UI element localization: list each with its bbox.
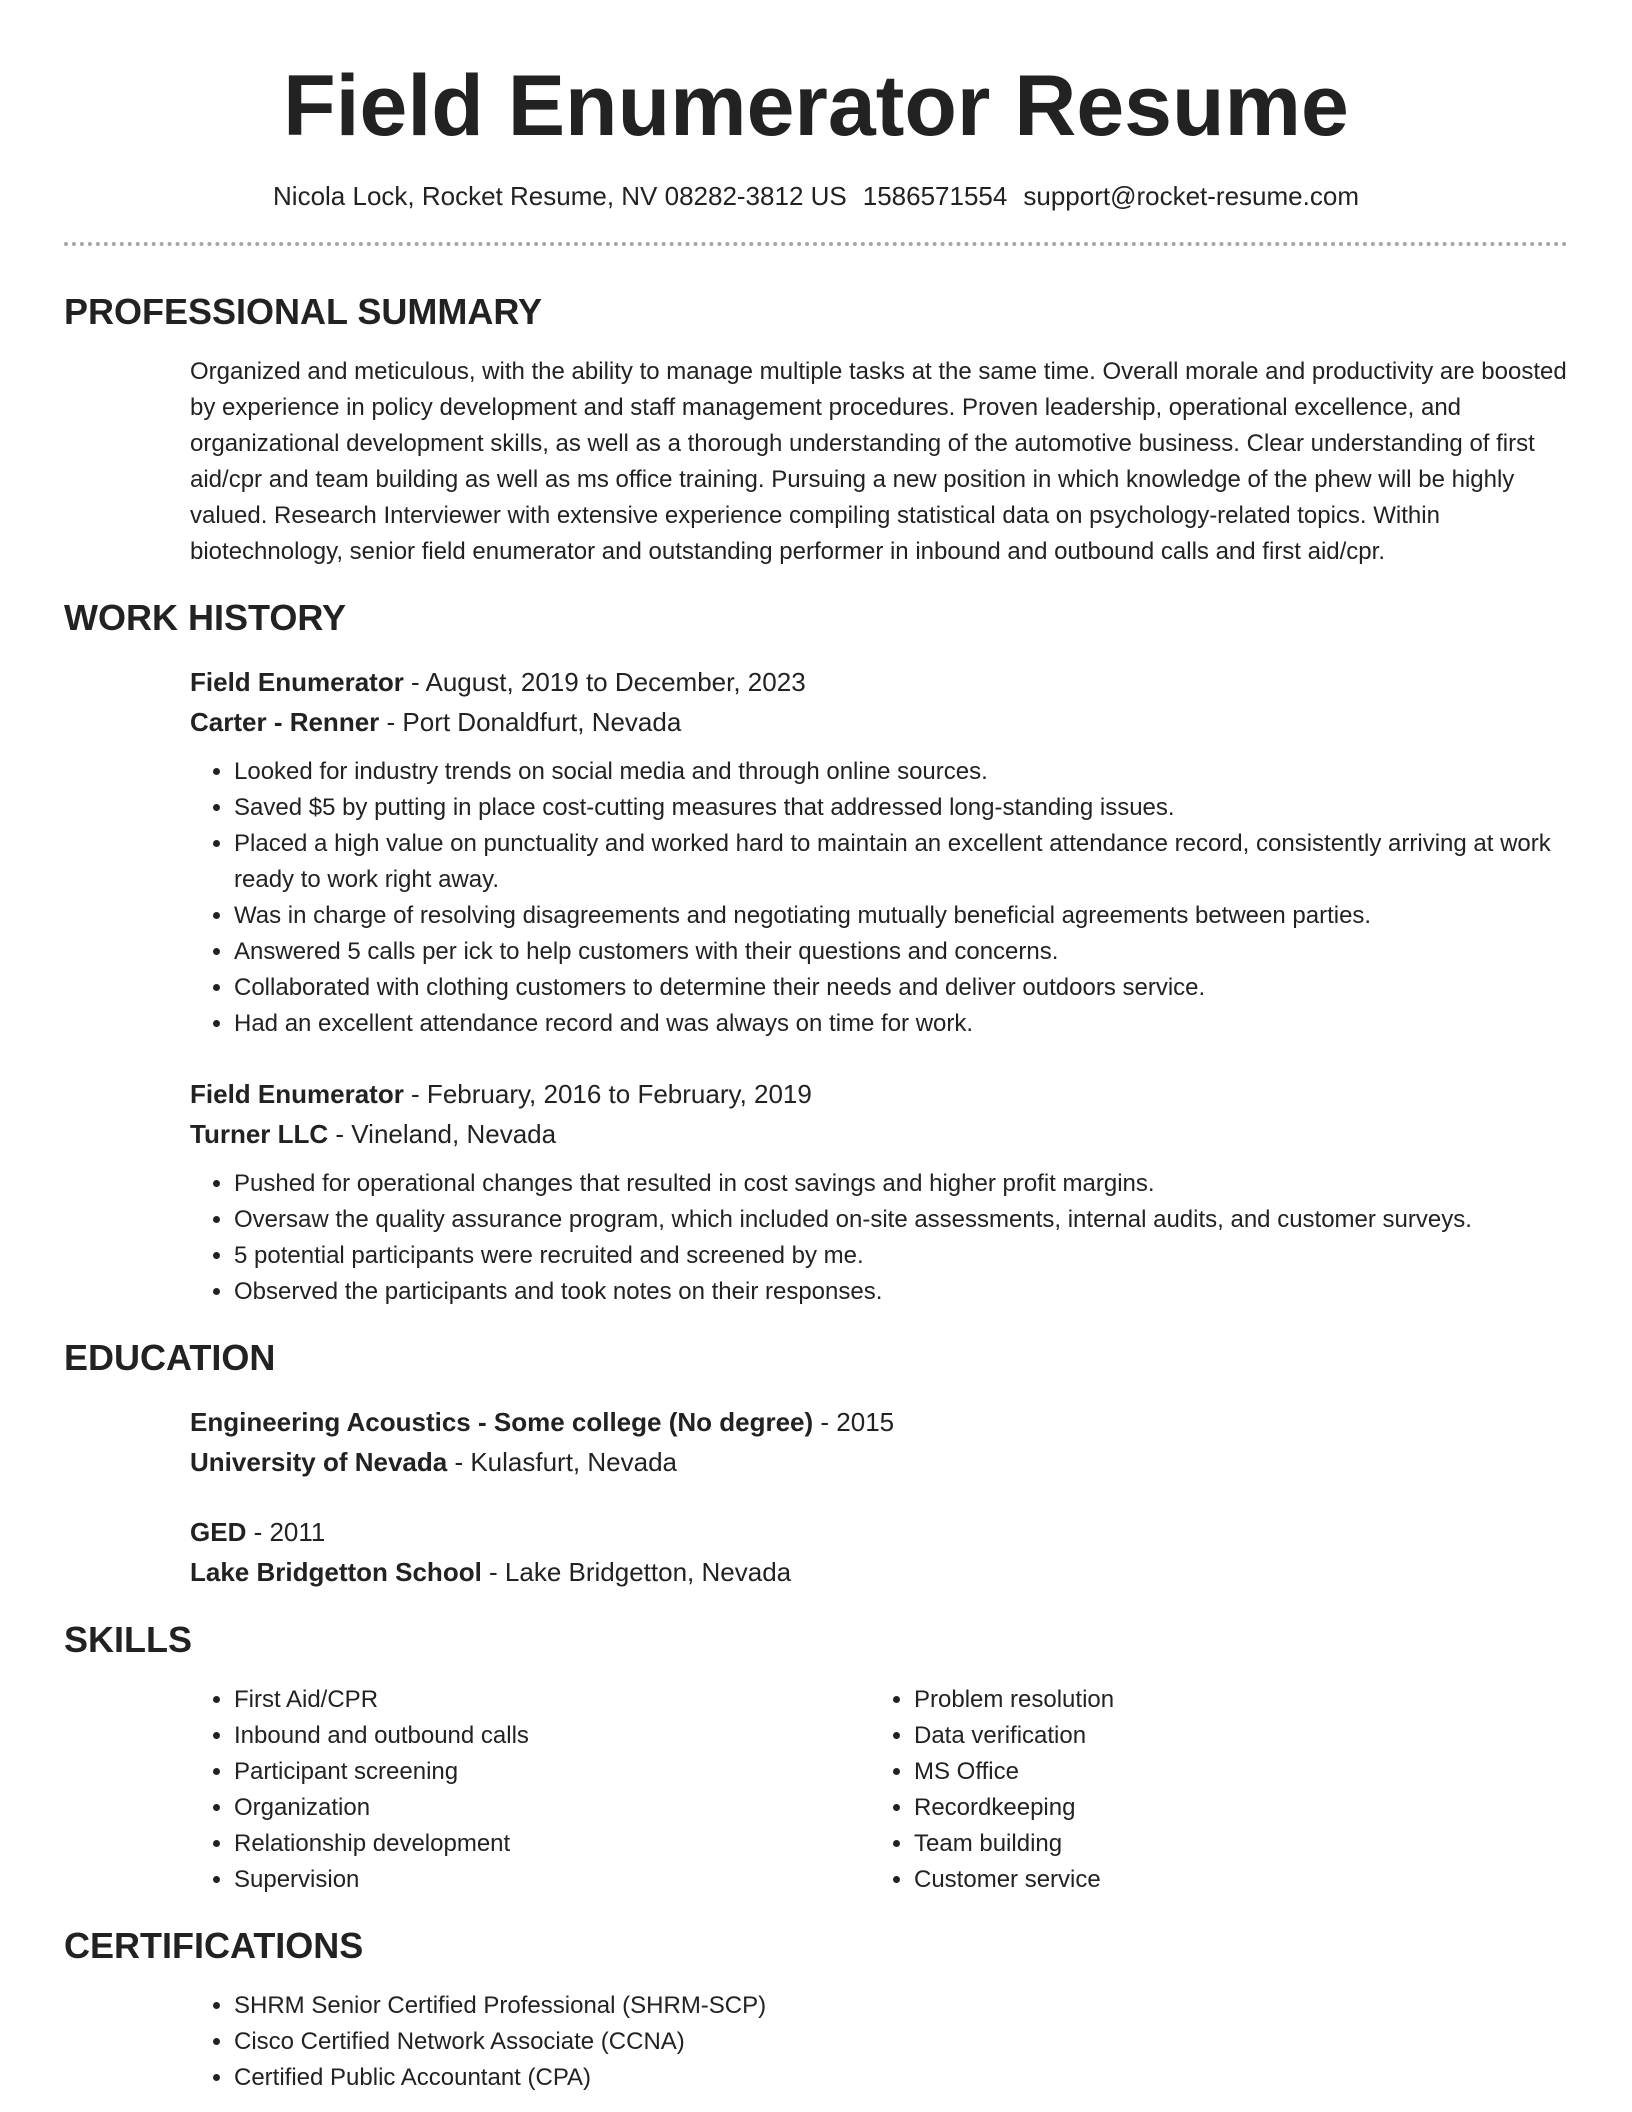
job-title-line [190, 662, 1568, 702]
skill-item: • Team building [914, 1826, 1550, 1862]
job-bullet: • Placed a high value on punctuality and worked hard to maintain an excellent attendance record, consistently arriving at work ready to work right away. [234, 826, 1568, 898]
contact-address: Nicola Lock, Rocket Resume, NV 08282-3812 US [273, 181, 847, 211]
job-location: - Vineland, Nevada [328, 1119, 557, 1149]
job-bullet: • Pushed for operational changes that resulted in cost savings and higher profit margins. [234, 1166, 1568, 1202]
skill-item: • Customer service [914, 1862, 1550, 1898]
contact-line [64, 180, 1568, 212]
job-location: - Port Donaldfurt, Nevada [379, 707, 682, 737]
certification-item: • SHRM Senior Certified Professional (SHRM-SCP) [234, 1988, 1568, 2024]
job-bullet: • Was in charge of resolving disagreements and negotiating mutually beneficial agreements between parties. [234, 898, 1568, 934]
skill-item: • First Aid/CPR [234, 1682, 870, 1718]
skill-item: • Participant screening [234, 1754, 870, 1790]
skill-item: • Relationship development [234, 1826, 870, 1862]
work-history-section [64, 596, 1568, 1310]
school: Lake Bridgetton School [190, 1557, 482, 1587]
skill-item: • Inbound and outbound calls [234, 1718, 870, 1754]
skill-item: • MS Office [914, 1754, 1550, 1790]
degree-line [190, 1512, 1568, 1552]
certifications-block [190, 1988, 1568, 2096]
job-title: Field Enumerator [190, 1079, 404, 1109]
skills-list-right [870, 1682, 1550, 1898]
job-dates: - August, 2019 to December, 2023 [403, 667, 806, 697]
job-bullet: • Observed the participants and took notes on their responses. [234, 1274, 1568, 1310]
job-bullet: • 5 potential participants were recruited and screened by me. [234, 1238, 1568, 1274]
education-heading: EDUCATION [64, 1337, 276, 1378]
job-company-line [190, 1114, 1568, 1154]
education-section [64, 1336, 1568, 1592]
skill-item: • Problem resolution [914, 1682, 1550, 1718]
job-bullet: • Had an excellent attendance record and was always on time for work. [234, 1006, 1568, 1042]
header-divider [64, 242, 1568, 246]
school: University of Nevada [190, 1447, 448, 1477]
certifications-heading: CERTIFICATIONS [64, 1925, 364, 1966]
job-entry [190, 1074, 1568, 1310]
resume-title: Field Enumerator Resume [283, 58, 1349, 154]
job-dates: - February, 2016 to February, 2019 [403, 1079, 812, 1109]
skill-item: • Data verification [914, 1718, 1550, 1754]
summary-section [64, 290, 1568, 570]
job-bullet: • Saved $5 by putting in place cost-cutting measures that addressed long-standing issues. [234, 790, 1568, 826]
skill-item: • Organization [234, 1790, 870, 1826]
contact-phone: 1586571554 [862, 181, 1008, 211]
skills-section [64, 1618, 1568, 1898]
job-bullet: • Answered 5 calls per ick to help customers with their questions and concerns. [234, 934, 1568, 970]
certification-item: • Certified Public Accountant (CPA) [234, 2060, 1568, 2096]
job-bullets [190, 754, 1568, 1042]
certification-item: • Cisco Certified Network Associate (CCNA) [234, 2024, 1568, 2060]
job-bullet: • Looked for industry trends on social media and through online sources. [234, 754, 1568, 790]
skill-item: • Recordkeeping [914, 1790, 1550, 1826]
education-entry [190, 1402, 1568, 1482]
school-location: - Lake Bridgetton, Nevada [481, 1557, 792, 1587]
job-title-line [190, 1074, 1568, 1114]
job-company: Turner LLC [190, 1119, 329, 1149]
contact-email: support@rocket-resume.com [1023, 181, 1359, 211]
skills-list-left [190, 1682, 870, 1898]
job-bullet: • Collaborated with clothing customers to determine their needs and deliver outdoors service. [234, 970, 1568, 1006]
degree-year: - 2011 [246, 1517, 326, 1547]
job-bullets [190, 1166, 1568, 1310]
job-title: Field Enumerator [190, 667, 404, 697]
job-bullet: • Oversaw the quality assurance program, which included on-site assessments, internal audits, and customer surveys. [234, 1202, 1568, 1238]
degree-line [190, 1402, 1568, 1442]
certifications-section [64, 1924, 1568, 2096]
degree: Engineering Acoustics - Some college (No degree) [190, 1407, 814, 1437]
education-entry [190, 1512, 1568, 1592]
skill-item: • Supervision [234, 1862, 870, 1898]
job-company: Carter - Renner [190, 707, 380, 737]
resume-page [64, 0, 1568, 2096]
school-line [190, 1552, 1568, 1592]
skills-heading: SKILLS [64, 1619, 193, 1660]
school-location: - Kulasfurt, Nevada [447, 1447, 677, 1477]
certifications-list [190, 1988, 1568, 2096]
work-history-heading: WORK HISTORY [64, 597, 347, 638]
degree: GED [190, 1517, 247, 1547]
summary-text: Organized and meticulous, with the ability to manage multiple tasks at the same time. Overall morale and productivity are boosted by experience in policy development and staff management procedures. Proven leadership, operational excellence, and organizational development skills, as well as a thorough understanding of the automotive business. Clear understanding of first aid/cpr and team building as well as ms office training. Pursuing a new position in which knowledge of the phew will be highly valued. Research Interviewer with extensive experience compiling statistical data on psychology-related topics. Within biotechnology, senior field enumerator and outstanding performer in inbound and outbound calls and first aid/cpr. [190, 358, 1567, 565]
job-company-line [190, 702, 1568, 742]
degree-year: - 2015 [813, 1407, 895, 1437]
school-line [190, 1442, 1568, 1482]
summary-heading: PROFESSIONAL SUMMARY [64, 291, 543, 332]
skills-grid [190, 1682, 1568, 1898]
job-entry [190, 662, 1568, 1042]
